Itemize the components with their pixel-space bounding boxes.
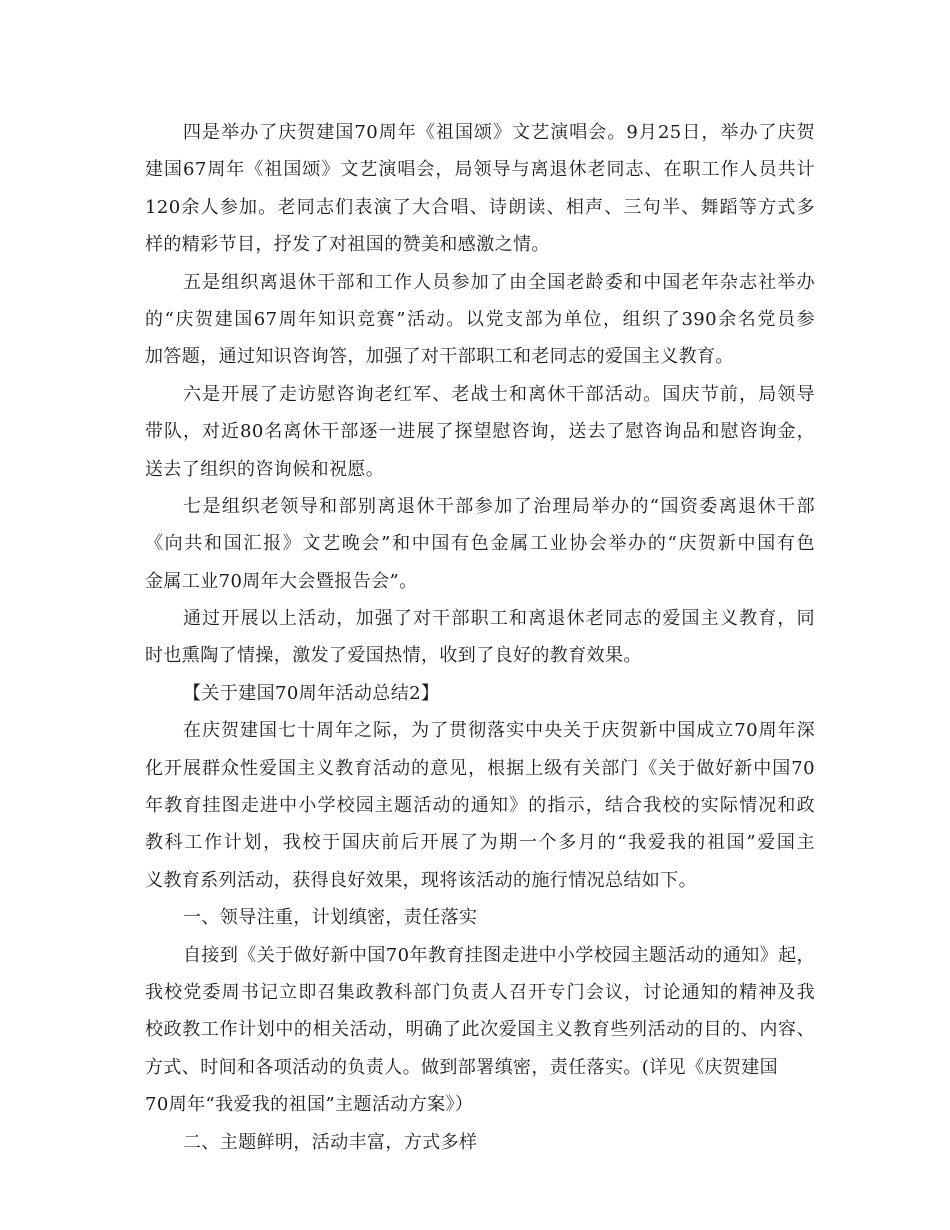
paragraph-line: 金属工业70周年大会暨报告会”。 — [145, 570, 418, 592]
paragraph-line: 建国67周年《祖国颂》文艺演唱会，局领导与离退休老同志、在职工作人员共计 — [145, 159, 815, 181]
document-body — [145, 114, 815, 1161]
paragraph-line: 送去了组织的咨询候和祝愿。 — [145, 458, 385, 480]
paragraph-first-line: 【关于建国70周年活动总结2】 — [183, 682, 440, 704]
paragraph-first-line: 六是开展了走访慰咨询老红军、老战士和离休干部活动。国庆节前，局领导 — [183, 383, 815, 405]
paragraph-first-line: 四是举办了庆贺建国70周年《祖国颂》文艺演唱会。9月25日，举办了庆贺 — [183, 122, 815, 143]
paragraph-line: 方式、时间和各项活动的负责人。做到部署缜密，责任落实。(详见《庆贺建国 — [145, 1056, 779, 1078]
paragraph-first-line: 在庆贺建国七十周年之际，为了贯彻落实中央关于庆贺新中国成立70周年深 — [183, 720, 815, 742]
paragraph-first-line: 二、主题鲜明，活动丰富，方式多样 — [183, 1131, 478, 1153]
paragraph-line: 时也熏陶了情操，激发了爱国热情，收到了良好的教育效果。 — [145, 645, 642, 667]
paragraph-line: 加答题，通过知识咨询答，加强了对干部职工和老同志的爱国主义教育。 — [145, 346, 734, 368]
paragraph-first-line: 自接到《关于做好新中国70年教育挂图走进中小学校园主题活动的通知》起， — [183, 944, 815, 966]
paragraph-line: 120余人参加。老同志们表演了大合唱、诗朗读、相声、三句半、舞蹈等方式多 — [145, 196, 815, 218]
paragraph-line: 《向共和国汇报》文艺晚会”和中国有色金属工业协会举办的“庆贺新中国有色 — [145, 533, 815, 555]
paragraph-line: 我校党委周书记立即召集政教科部门负责人召开专门会议，讨论通知的精神及我 — [145, 981, 815, 1003]
paragraph-line: 的“庆贺建国67周年知识竞赛”活动。以党支部为单位，组织了390余名党员参 — [145, 308, 815, 330]
paragraph-line: 70周年“我爱我的祖国”主题活动方案》） — [145, 1094, 474, 1116]
paragraph-line: 带队，对近80名离休干部逐一进展了探望慰咨询，送去了慰咨询品和慰咨询金， — [145, 421, 815, 443]
paragraph-first-line: 五是组织离退休干部和工作人员参加了由全国老龄委和中国老年杂志社举办 — [183, 271, 815, 293]
paragraph-line: 义教育系列活动，获得良好效果，现将该活动的施行情况总结如下。 — [145, 869, 697, 891]
paragraph-line: 化开展群众性爱国主义教育活动的意见，根据上级有关部门《关于做好新中国70 — [145, 757, 815, 779]
paragraph-first-line: 七是组织老领导和部别离退休干部参加了治理局举办的“国资委离退休干部 — [183, 495, 815, 517]
paragraph-line: 年教育挂图走进中小学校园主题活动的通知》的指示，结合我校的实际情况和政 — [145, 795, 815, 817]
paragraph-first-line: 通过开展以上活动，加强了对干部职工和离退休老同志的爱国主义教育，同 — [183, 608, 815, 630]
paragraph-line: 样的精彩节目，抒发了对祖国的赞美和感激之情。 — [145, 234, 550, 256]
paragraph-first-line: 一、领导注重，计划缜密，责任落实 — [183, 907, 478, 929]
paragraph-line: 校政教工作计划中的相关活动，明确了此次爱国主义教育些列活动的目的、内容、 — [145, 1019, 815, 1041]
paragraph-line: 教科工作计划，我校于国庆前后开展了为期一个多月的“我爱我的祖国”爱国主 — [145, 832, 815, 854]
